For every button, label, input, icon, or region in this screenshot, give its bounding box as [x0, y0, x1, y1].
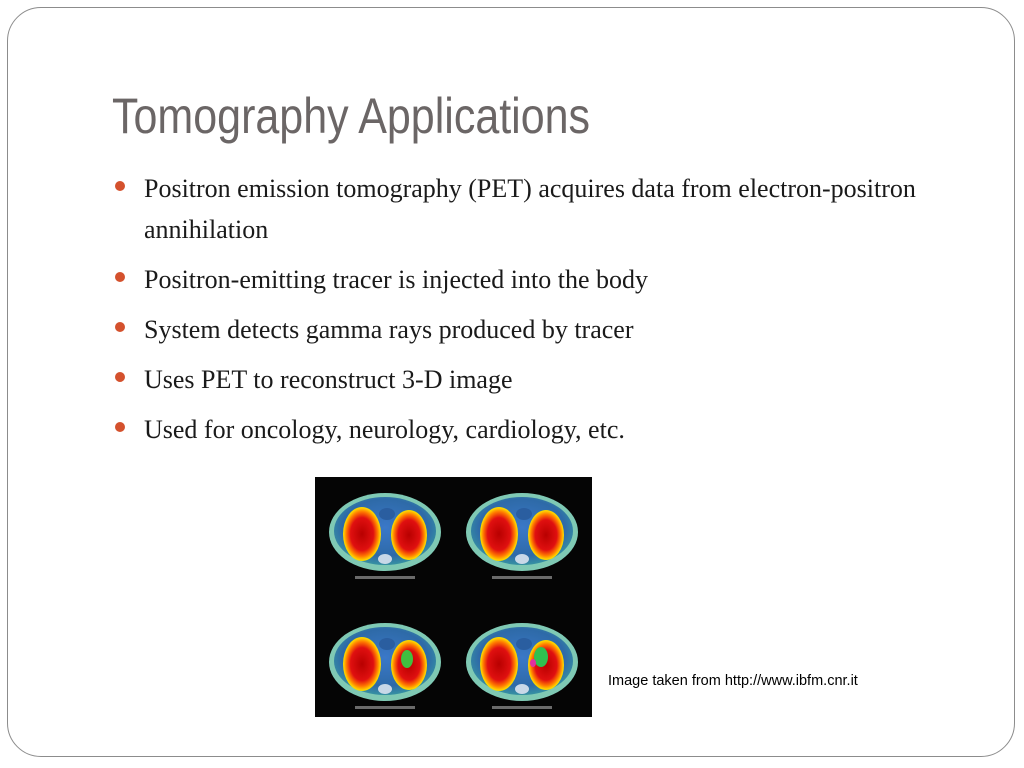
pet-scan-image [315, 477, 592, 717]
bullet-text: System detects gamma rays produced by tracer [144, 315, 634, 344]
bullet-item [115, 309, 975, 350]
bullet-item [115, 168, 975, 250]
bullet-item [115, 409, 975, 450]
bullet-dot-icon [115, 272, 125, 282]
bullet-dot-icon [115, 422, 125, 432]
bullet-text: Positron emission tomography (PET) acquires data from electron-positron annihilation [144, 174, 916, 244]
image-caption: Image taken from http://www.ibfm.cnr.it [608, 673, 858, 689]
bullet-text: Used for oncology, neurology, cardiology, etc. [144, 415, 625, 444]
bullet-text: Uses PET to reconstruct 3-D image [144, 365, 513, 394]
bullet-item [115, 259, 975, 300]
bullet-text: Positron-emitting tracer is injected into the body [144, 265, 649, 294]
slide-title: Tomography Applications [112, 88, 591, 144]
bullet-dot-icon [115, 372, 125, 382]
bullet-item [115, 359, 975, 400]
bullet-list [115, 168, 975, 459]
bullet-dot-icon [115, 181, 125, 191]
bullet-dot-icon [115, 322, 125, 332]
